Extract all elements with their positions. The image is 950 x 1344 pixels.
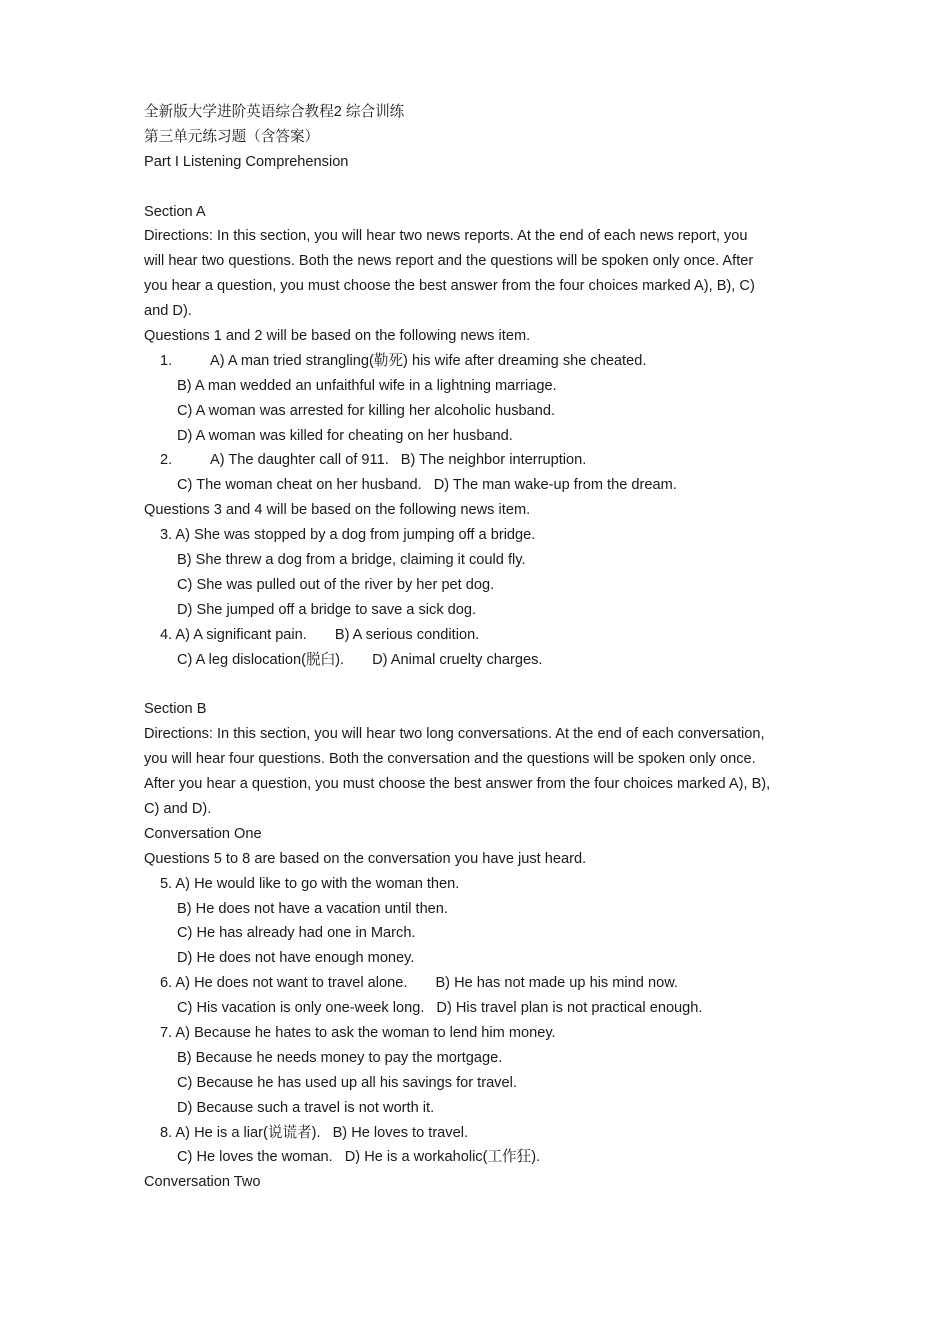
option-a: 6. A) He does not want to travel alone. xyxy=(160,975,408,992)
section-a-directions-line: you hear a question, you must choose the best answer from the four choices marked A), B), C) xyxy=(144,278,755,295)
section-a-directions-line: and D). xyxy=(144,303,192,320)
question-6-options-cd xyxy=(144,996,814,1021)
option-a: A) The daughter call of 911. xyxy=(210,452,389,469)
option-b: B) She threw a dog from a bridge, claiming it could fly. xyxy=(177,552,526,569)
option-b: B) The neighbor interruption. xyxy=(400,452,587,469)
option-a: 8. A) He is a liar(说谎者). xyxy=(160,1124,321,1141)
conversation-two-title: Conversation Two xyxy=(144,1174,261,1191)
option-d: D) A woman was killed for cheating on her husband. xyxy=(177,427,513,444)
question-group-intro: Questions 3 and 4 will be based on the following news item. xyxy=(144,502,531,519)
section-b-heading: Section B xyxy=(144,701,207,718)
option-b: B) A man wedded an unfaithful wife in a lightning marriage. xyxy=(177,377,557,394)
blank-line xyxy=(144,175,814,200)
option-b: B) He loves to travel. xyxy=(332,1124,469,1141)
question-4 xyxy=(144,623,814,648)
section-a-heading: Section A xyxy=(144,203,206,220)
question-1 xyxy=(144,349,814,374)
section-a-directions-line: will hear two questions. Both the news report and the questions will be spoken only once. After xyxy=(144,253,754,270)
section-b-directions-line: Directions: In this section, you will hear two long conversations. At the end of each conversation, xyxy=(144,726,765,743)
section-b-directions-line: After you hear a question, you must choose the best answer from the four choices marked A), B), xyxy=(144,776,771,793)
question-7: 7. A) Because he hates to ask the woman to lend him money. xyxy=(160,1024,556,1041)
section-b-directions-line: C) and D). xyxy=(144,800,212,817)
question-group-intro: Questions 5 to 8 are based on the conversation you have just heard. xyxy=(144,850,587,867)
section-b-directions-line: you will hear four questions. Both the conversation and the questions will be spoken only once. xyxy=(144,751,756,768)
option-c: C) The woman cheat on her husband. xyxy=(177,477,422,494)
question-2-options-cd xyxy=(144,473,814,498)
option-d: D) His travel plan is not practical enough. xyxy=(436,1000,703,1017)
option-d: D) He does not have enough money. xyxy=(177,950,415,967)
question-3: 3. A) She was stopped by a dog from jumping off a bridge. xyxy=(160,527,536,544)
question-5: 5. A) He would like to go with the woman then. xyxy=(160,875,460,892)
document-content xyxy=(144,100,814,1195)
option-b: B) Because he needs money to pay the mortgage. xyxy=(177,1049,503,1066)
part-title: Part I Listening Comprehension xyxy=(144,153,349,170)
option-c: C) She was pulled out of the river by her pet dog. xyxy=(177,576,495,593)
option-d: D) The man wake-up from the dream. xyxy=(433,477,677,494)
question-8 xyxy=(144,1121,814,1146)
option-b: B) He does not have a vacation until then. xyxy=(177,900,448,917)
option-d: D) She jumped off a bridge to save a sick dog. xyxy=(177,601,477,618)
question-6 xyxy=(144,971,814,996)
option-a: 4. A) A significant pain. xyxy=(160,626,307,643)
option-b: B) A serious condition. xyxy=(334,626,480,643)
question-8-options-cd xyxy=(144,1145,814,1170)
option-c: C) His vacation is only one-week long. xyxy=(177,1000,425,1017)
question-number: 1. xyxy=(160,352,173,369)
question-group-intro: Questions 1 and 2 will be based on the following news item. xyxy=(144,328,531,345)
document-subtitle: 第三单元练习题（含答案） xyxy=(144,128,320,145)
option-b: B) He has not made up his mind now. xyxy=(435,975,678,992)
option-c: C) He has already had one in March. xyxy=(177,925,416,942)
option-d: D) Animal cruelty charges. xyxy=(372,651,543,668)
section-a-directions-line: Directions: In this section, you will hear two news reports. At the end of each news report, you xyxy=(144,228,748,245)
blank-line xyxy=(144,672,814,697)
option-c: C) He loves the woman. xyxy=(177,1149,333,1166)
option-c: C) Because he has used up all his savings for travel. xyxy=(177,1074,517,1091)
question-number: 2. xyxy=(160,452,173,469)
option-a: A) A man tried strangling(勒死) his wife after dreaming she cheated. xyxy=(210,352,647,369)
option-c: C) A woman was arrested for killing her alcoholic husband. xyxy=(177,402,556,419)
question-2 xyxy=(144,448,814,473)
conversation-one-title: Conversation One xyxy=(144,825,262,842)
question-4-options-cd xyxy=(144,648,814,673)
option-d: D) He is a workaholic(工作狂). xyxy=(344,1149,541,1166)
document-title: 全新版大学进阶英语综合教程2 综合训练 xyxy=(144,104,405,120)
option-c: C) A leg dislocation(脱臼). xyxy=(177,651,345,668)
option-d: D) Because such a travel is not worth it. xyxy=(177,1099,435,1116)
